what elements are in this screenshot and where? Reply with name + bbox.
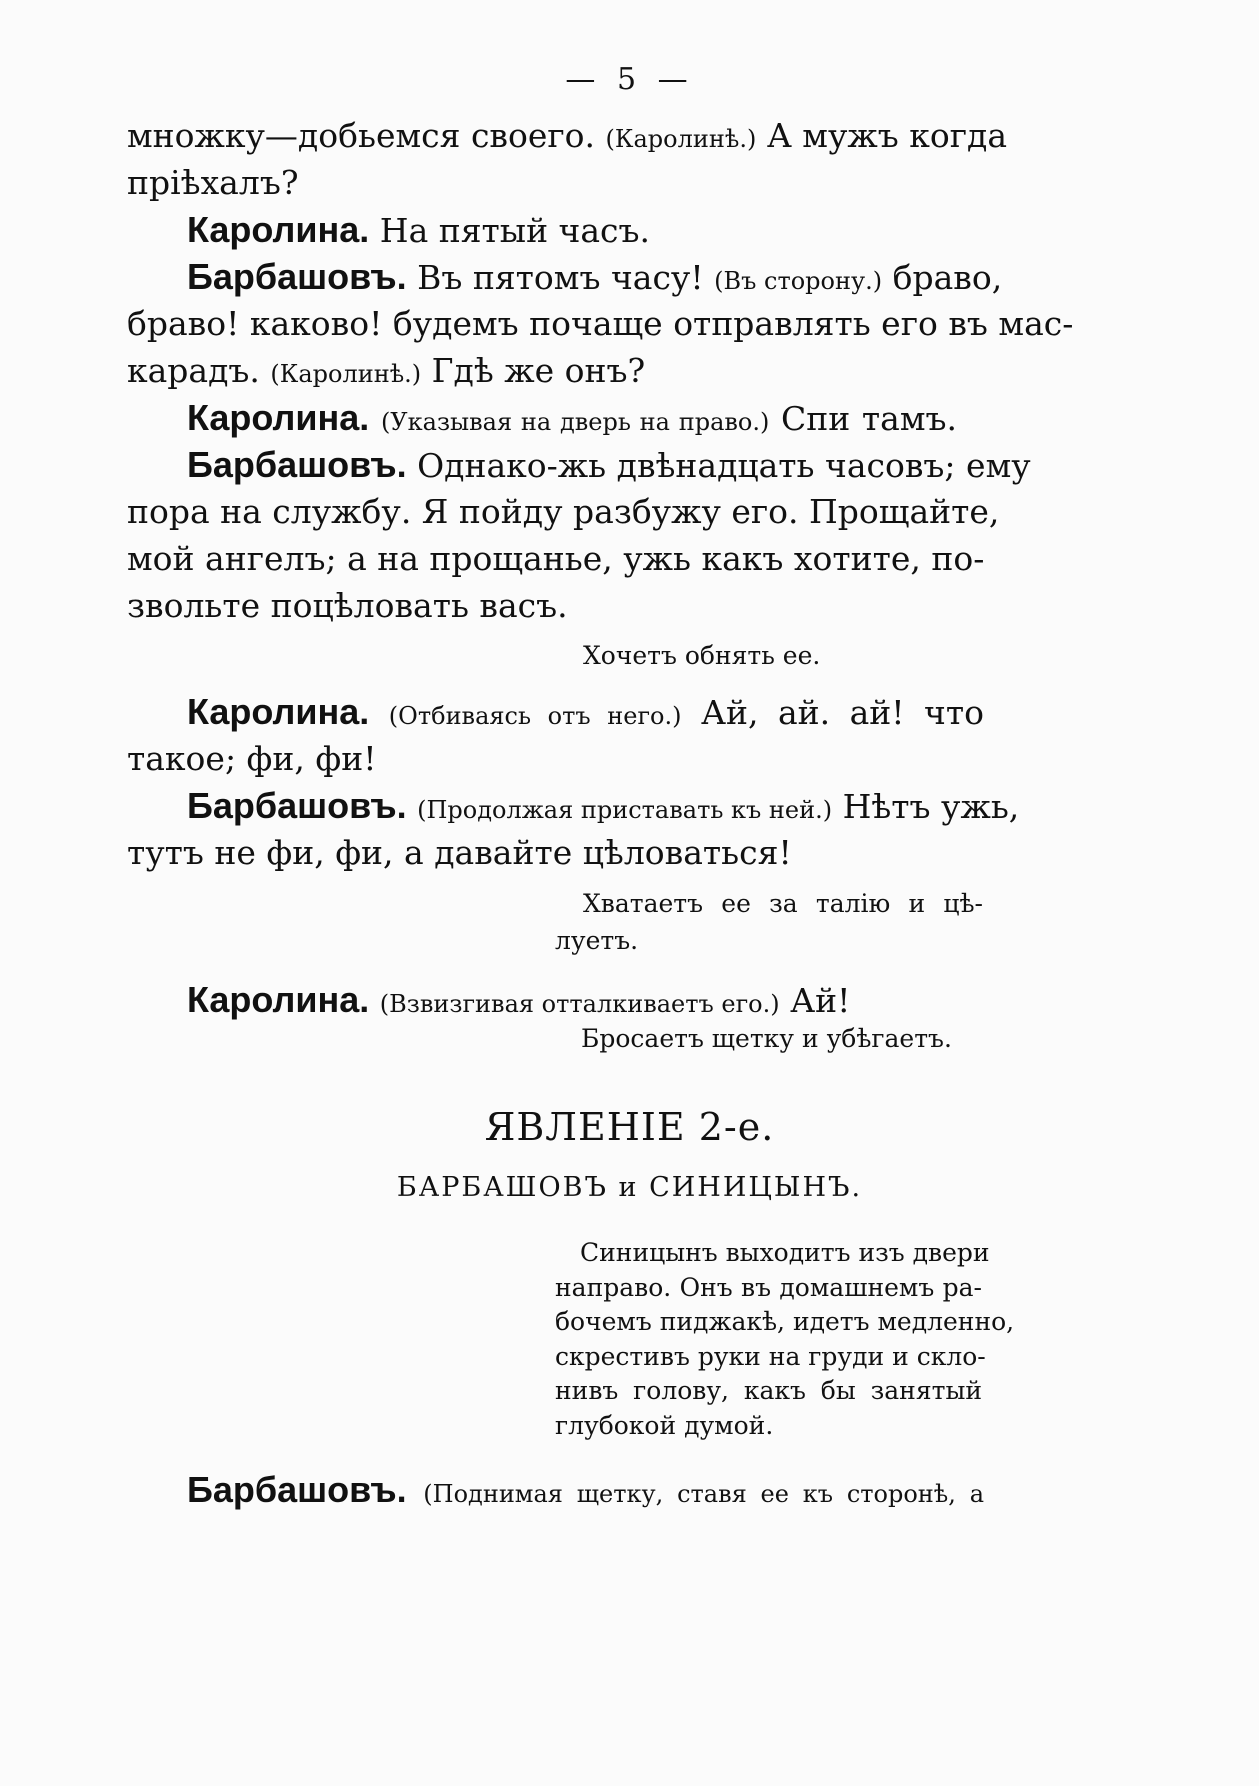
speaker-name: Барбашовъ. — [187, 256, 407, 297]
text-line — [127, 833, 792, 873]
dialogue-text: такое; фи, фи! — [127, 739, 377, 778]
dialogue-text: А мужъ когда — [766, 116, 1007, 155]
speech-line — [187, 256, 1003, 301]
stage-direction-line: направо. Онъ въ домашнемъ ра- — [555, 1272, 982, 1302]
speech-line — [187, 1470, 984, 1514]
text-line — [127, 304, 1074, 344]
dialogue-text: множку—добьемся своего. — [127, 116, 596, 155]
dialogue-text: Ай, ай. ай! что — [701, 693, 984, 732]
scene-heading: ЯВЛЕНІЕ 2-е. — [484, 1105, 775, 1149]
dialogue-text: мой ангелъ; а на прощанье, ужь какъ хотите, по- — [127, 539, 985, 578]
speech-line — [187, 210, 650, 251]
dialogue-text: Нѣтъ ужь, — [842, 787, 1020, 826]
stage-direction: Хватаетъ ее за талію и цѣ- — [583, 889, 983, 918]
dialogue-text: Гдѣ же онъ? — [431, 351, 646, 390]
stage-direction: Хочетъ обнять ее. — [583, 641, 821, 670]
speech-line — [187, 398, 957, 442]
text-line — [127, 163, 299, 203]
cast-list: БАРБАШОВЪ и СИНИЦЫНЪ. — [396, 1172, 863, 1203]
stage-direction: (Въ сторону.) — [714, 267, 883, 295]
dialogue-text: пріѣхалъ? — [127, 163, 299, 202]
stage-direction-block — [555, 1236, 1015, 1443]
page-number: — 5 — — [565, 62, 694, 97]
stage-direction-line: бочемъ пиджакѣ, идетъ медленно, — [555, 1307, 1015, 1336]
speech-line — [187, 980, 850, 1024]
stage-direction: (Отбиваясь отъ него.) — [388, 702, 682, 730]
dialogue-text: Ай! — [790, 981, 851, 1020]
speaker-name: Каролина. — [187, 397, 370, 438]
dialogue-text: карадъ. — [127, 351, 260, 390]
stage-direction: (Каролинѣ.) — [605, 125, 757, 153]
dialogue-text: Въ пятомъ часу! — [417, 258, 704, 297]
speaker-name: Барбашовъ. — [187, 785, 407, 826]
text-line — [127, 116, 1007, 159]
speech-line — [187, 692, 984, 736]
stage-direction: (Поднимая щетку, ставя ее къ сторонѣ, а — [423, 1480, 985, 1508]
speaker-name: Барбашовъ. — [187, 444, 407, 485]
dialogue-text: Спи тамъ. — [781, 399, 957, 438]
dialogue-text: звольте поцѣловать васъ. — [127, 586, 568, 625]
speaker-name: Каролина. — [187, 691, 370, 732]
stage-direction-line: нивъ голову, какъ бы занятый — [555, 1376, 982, 1405]
speech-line — [187, 444, 1031, 486]
stage-direction: (Указывая на дверь на право.) — [380, 408, 770, 436]
stage-direction: (Каролинѣ.) — [270, 360, 422, 388]
stage-direction-line: скрестивъ руки на груди и скло- — [555, 1341, 986, 1371]
stage-direction: (Продолжая приставать къ ней.) — [417, 796, 833, 824]
text-line — [127, 539, 984, 579]
speaker-name: Каролина. — [187, 209, 370, 250]
dialogue-text: тутъ не фи, фи, а давайте цѣловаться! — [127, 833, 792, 872]
stage-direction: луетъ. — [555, 926, 639, 955]
text-line — [127, 492, 1000, 532]
speaker-name: Барбашовъ. — [187, 1469, 407, 1510]
speaker-name: Каролина. — [187, 979, 370, 1020]
stage-direction: (Взвизгивая отталкиваетъ его.) — [379, 990, 780, 1018]
dialogue-text: На пятый часъ. — [379, 211, 651, 250]
dialogue-text: пора на службу. Я пойду разбужу его. Прощайте, — [127, 492, 1000, 531]
stage-direction-line: глубокой думой. — [555, 1410, 774, 1440]
text-line — [127, 739, 376, 779]
dialogue-text: браво, — [892, 258, 1003, 297]
speech-line — [187, 785, 1020, 830]
stage-direction-line: Синицынъ выходитъ изъ двери — [580, 1238, 990, 1267]
text-line — [127, 586, 568, 626]
dialogue-text: браво! каково! будемъ почаще отправлять его въ мас- — [127, 304, 1074, 343]
text-line — [127, 351, 645, 394]
stage-direction: Бросаетъ щетку и убѣгаетъ. — [581, 1024, 952, 1053]
dialogue-text: Однако-жь двѣнадцать часовъ; ему — [417, 446, 1031, 485]
